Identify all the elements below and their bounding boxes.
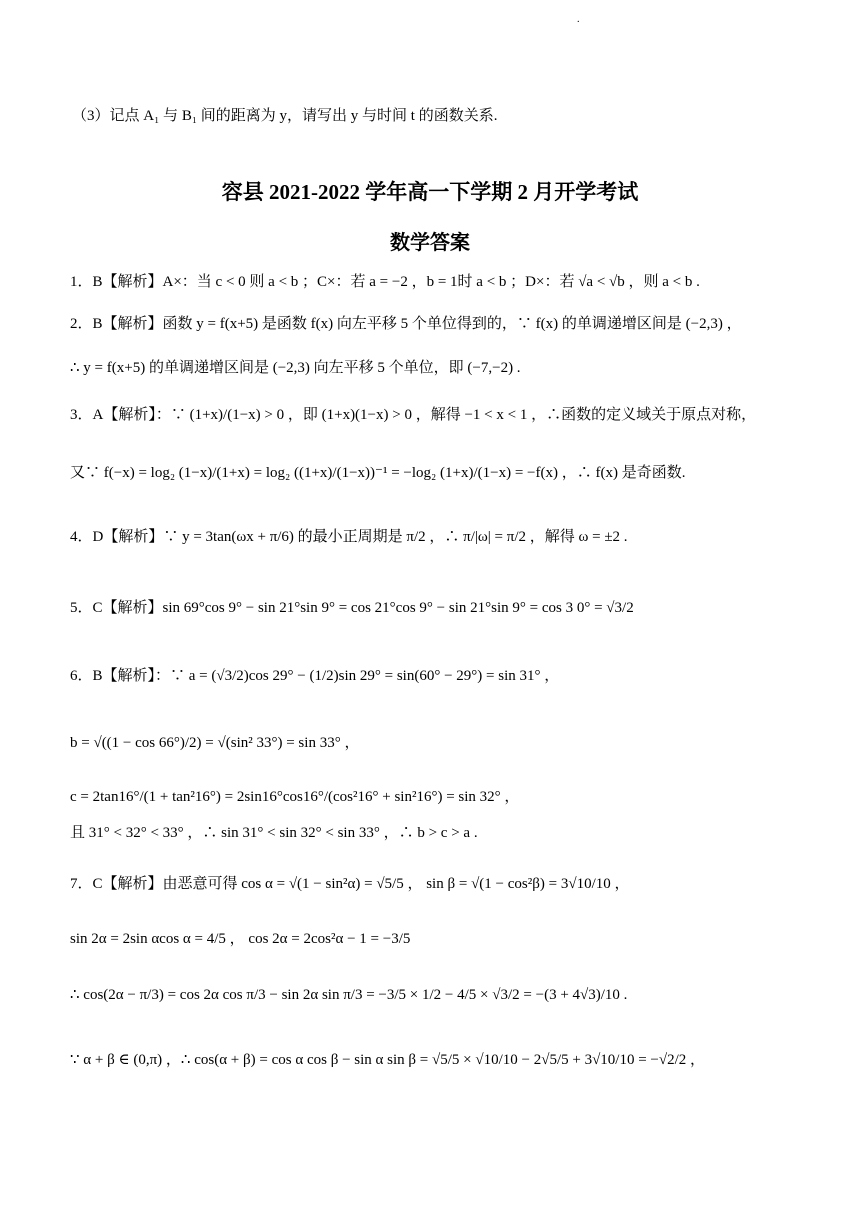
- answer-6-line-3: c = 2tan16°/(1 + tan²16°) = 2sin16°cos16°/(cos²16° + sin²16°) = sin 32° ，: [70, 789, 520, 805]
- answer-3-line-2: 又∵ f(−x) = log₂ (1−x)/(1+x) = log₂ ((1+x)/(1−x))⁻¹ = −log₂ (1+x)/(1−x) = −f(x) ，∴ f(x) 是奇函数.: [70, 465, 686, 481]
- answer-7-line-4: ∵ α + β ∈ (0,π) ，∴ cos(α + β) = cos α cos β − sin α sin β = √5/5 × √10/10 − 2√5/5 + 3√10/10 = −√2/2 ，: [70, 1052, 706, 1068]
- page-subtitle: 数学答案: [390, 232, 470, 254]
- answer-7-line-1: 7．C【解析】由恶意可得 cos α = √(1 − sin²α) = √5/5 ， sin β = √(1 − cos²β) = 3√10/10 ，: [70, 876, 630, 892]
- answer-6-line-1: 6．B【解析】：∵ a = (√3/2)cos 29° − (1/2)sin 29° = sin(60° − 29°) = sin 31° ，: [70, 668, 560, 684]
- answer-7-line-3: ∴ cos(2α − π/3) = cos 2α cos π/3 − sin 2α sin π/3 = −3/5 × 1/2 − 4/5 × √3/2 = −(3 + 4√3)/10 .: [70, 987, 628, 1003]
- answer-5: 5．C【解析】sin 69°cos 9° − sin 21°sin 9° = cos 21°cos 9° − sin 21°sin 9° = cos 3 0° = √3/2: [70, 600, 634, 616]
- answer-4: 4．D【解析】∵ y = 3tan(ωx + π/6) 的最小正周期是 π/2 ，∴ π/|ω| = π/2 ，解得 ω = ±2 .: [70, 529, 628, 545]
- answer-2-line-2: ∴ y = f(x+5) 的单调递增区间是 (−2,3) 向左平移 5 个单位，即 (−7,−2) .: [70, 360, 521, 376]
- answer-2-line-1: 2．B【解析】函数 y = f(x+5) 是函数 f(x) 向左平移 5 个单位得到的，∵ f(x) 的单调递增区间是 (−2,3) ，: [70, 316, 742, 332]
- page-title: 容县 2021-2022 学年高一下学期 2 月开学考试: [221, 180, 639, 204]
- answer-7-line-2: sin 2α = 2sin αcos α = 4/5 ， cos 2α = 2cos²α − 1 = −3/5: [70, 931, 411, 947]
- answer-1: 1．B【解析】A×：当 c < 0 则 a < b ；C×：若 a = −2 ，b = 1时 a < b ；D×：若 √a < √b ，则 a < b .: [70, 274, 700, 290]
- answer-6-line-4: 且 31° < 32° < 33° ，∴ sin 31° < sin 32° < sin 33° ，∴ b > c > a .: [70, 825, 478, 841]
- answer-3-line-1: 3．A【解析】：∵ (1+x)/(1−x) > 0 ，即 (1+x)(1−x) > 0 ，解得 −1 < x < 1 ，∴函数的定义域关于原点对称，: [70, 407, 757, 423]
- intro-question-3: （3）记点 A₁ 与 B₁ 间的距离为 y，请写出 y 与时间 t 的函数关系.: [72, 108, 498, 124]
- answer-6-line-2: b = √((1 − cos 66°)/2) = √(sin² 33°) = sin 33° ，: [70, 735, 360, 751]
- page-dot: .: [577, 14, 580, 25]
